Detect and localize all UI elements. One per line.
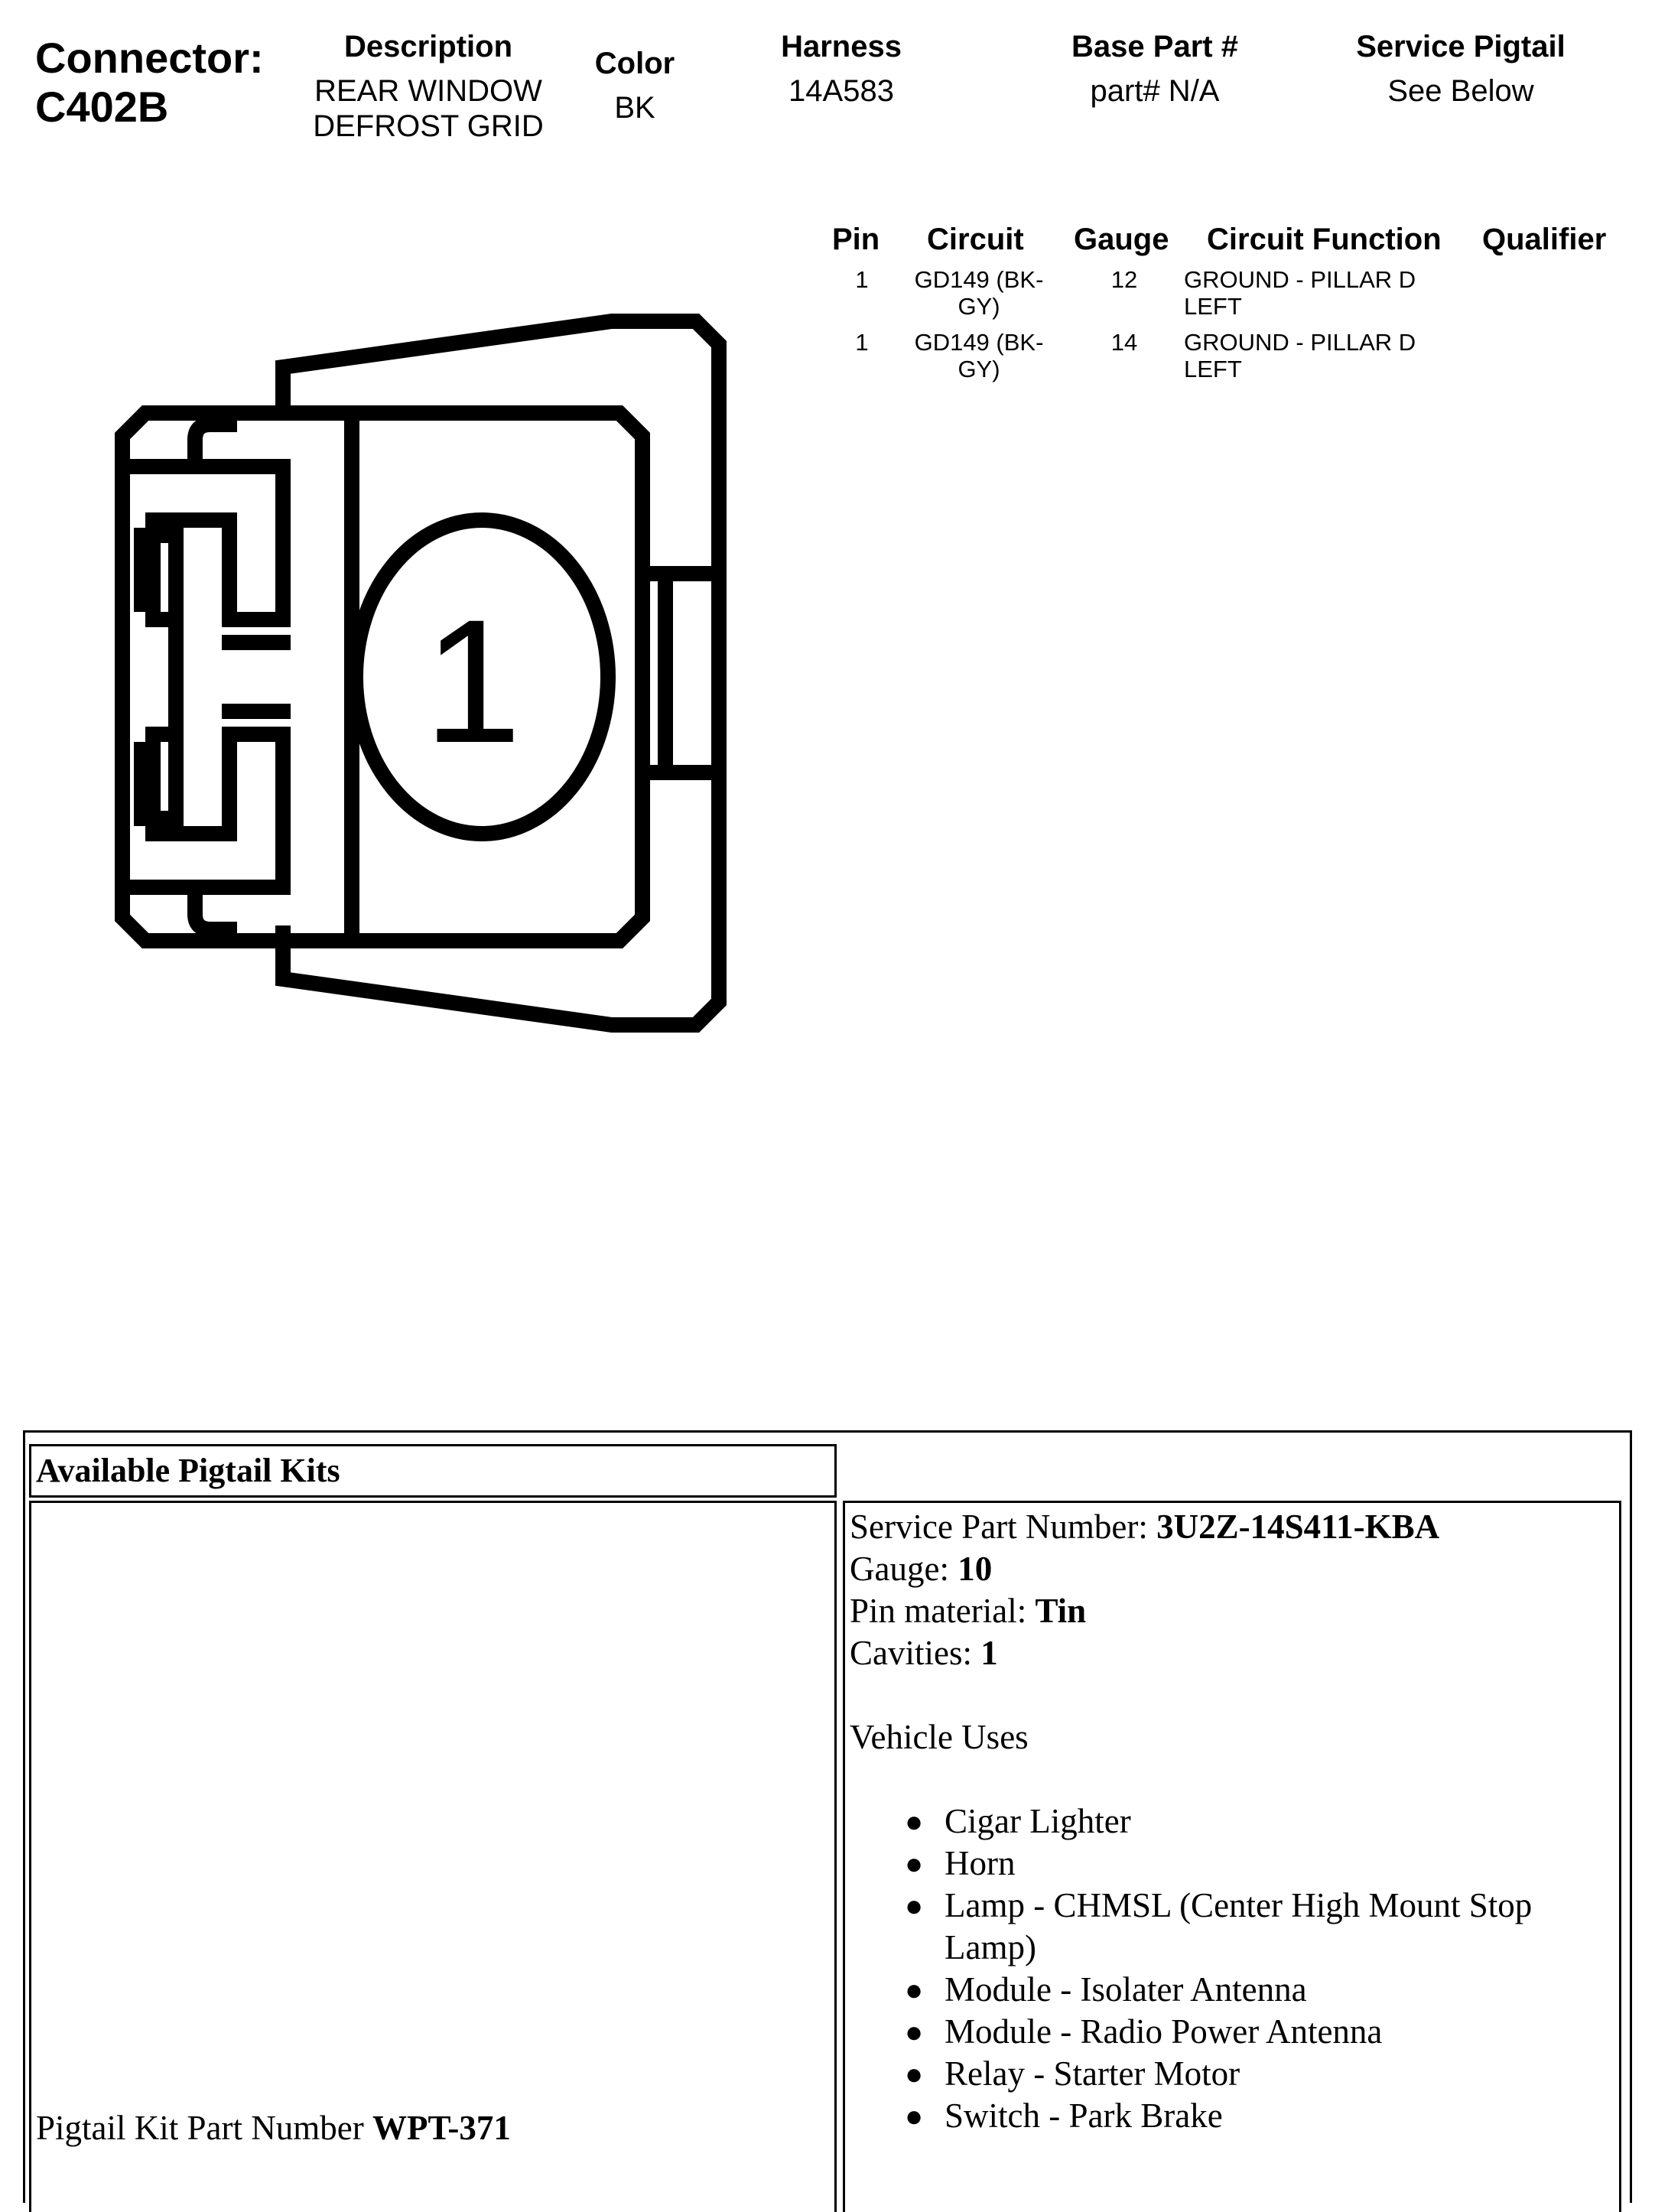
connector-title-label: Connector: [35, 34, 264, 82]
harness-header: Harness [781, 30, 902, 63]
vehicle-use-text: Lamp - CHMSL (Center High Mount Stop [945, 1886, 1533, 1924]
pigtail-details-cell [843, 1501, 1621, 2212]
color-value: BK [614, 91, 655, 125]
harness-value: 14A583 [788, 74, 894, 108]
row2-circuit-line1: GD149 (BK- [914, 329, 1044, 356]
row2-gauge: 14 [1110, 329, 1138, 356]
row1-function-line2: LEFT [1184, 293, 1242, 320]
bullet-icon: ● [905, 1973, 924, 2007]
gauge-value: 10 [958, 1550, 993, 1588]
row2-function-line2: LEFT [1184, 356, 1242, 382]
vehicle-uses-list [905, 1801, 1533, 2137]
row1-circuit-line1: GD149 (BK- [914, 266, 1044, 293]
vehicle-uses-label: Vehicle Uses [850, 1718, 1029, 1756]
base-part-column [1025, 29, 1285, 109]
service-pigtail-column [1315, 29, 1606, 109]
pigtail-kits-title-cell [29, 1444, 837, 1498]
list-item [905, 1801, 1532, 1843]
service-part-value: 3U2Z-14S411-KBA [1156, 1508, 1440, 1546]
bullet-icon: ● [905, 2015, 924, 2049]
vehicle-use-text: Cigar Lighter [945, 1802, 1131, 1840]
description-line-1: REAR WINDOW [314, 74, 542, 108]
cavities-line [850, 1632, 1532, 1674]
color-header: Color [594, 47, 675, 80]
bullet-icon: ● [905, 1804, 924, 1839]
row1-gauge: 12 [1110, 266, 1138, 293]
lock-tab [642, 574, 719, 773]
vehicle-use-text: Relay - Starter Motor [945, 2054, 1240, 2093]
pin-material-value: Tin [1035, 1592, 1087, 1630]
connector-title [35, 34, 264, 132]
gauge-label: Gauge: [850, 1550, 958, 1588]
pigtail-kit-part-number [36, 2107, 511, 2149]
color-column [558, 46, 711, 125]
kit-part-value: WPT-371 [372, 2109, 511, 2147]
row2-function [1184, 329, 1416, 382]
vehicle-use-text: Module - Isolater Antenna [945, 1970, 1307, 2009]
row2-function-line1: GROUND - PILLAR D [1184, 329, 1416, 356]
row1-function-line1: GROUND - PILLAR D [1184, 266, 1416, 293]
latch-center-arm [176, 620, 283, 734]
circuit-header: Circuit [927, 223, 1024, 256]
service-pigtail-value: See Below [1387, 74, 1534, 108]
bullet-icon: ● [905, 1846, 924, 1881]
service-pigtail-header: Service Pigtail [1356, 30, 1566, 63]
cavities-label: Cavities: [850, 1634, 981, 1672]
list-item [905, 2011, 1532, 2053]
vehicle-use-text: Horn [945, 1844, 1016, 1882]
base-part-value: part# N/A [1090, 74, 1220, 108]
description-line-2: DEFROST GRID [313, 109, 544, 143]
row1-circuit-line2: GY) [958, 293, 1000, 320]
list-item [905, 1843, 1532, 1885]
row1-circuit [902, 266, 1055, 320]
list-item [905, 1969, 1532, 2011]
pin-material-label: Pin material: [850, 1592, 1036, 1630]
gauge-header: Gauge [1074, 223, 1169, 256]
vehicle-use-text-continued: Lamp) [945, 1928, 1036, 1966]
cavity-1-label: 1 [424, 583, 522, 779]
row1-pin: 1 [855, 266, 869, 293]
base-part-header: Base Part # [1071, 30, 1238, 63]
harness-column [727, 29, 956, 109]
pigtail-kit-image-cell [29, 1501, 837, 2212]
list-item [905, 1885, 1533, 1969]
vehicle-use-text: Module - Radio Power Antenna [945, 2012, 1383, 2051]
bullet-icon: ● [905, 2057, 924, 2091]
row2-pin: 1 [855, 329, 869, 356]
list-item [905, 2053, 1532, 2095]
bullet-icon: ● [905, 2099, 924, 2133]
list-item [905, 2095, 1532, 2137]
pigtail-kits-title: Available Pigtail Kits [36, 1452, 340, 1489]
description-column [291, 29, 566, 144]
service-part-number [850, 1506, 1532, 1548]
description-header: Description [343, 30, 513, 63]
vehicle-use-text: Switch - Park Brake [945, 2097, 1223, 2135]
gauge-line [850, 1548, 1532, 1590]
service-part-label: Service Part Number: [850, 1508, 1157, 1546]
main-body-outline [122, 413, 642, 941]
connector-id: C402B [35, 83, 169, 131]
qualifier-header: Qualifier [1482, 223, 1607, 256]
pin-header: Pin [832, 223, 880, 256]
pigtail-details [850, 1506, 1532, 2137]
row2-circuit-line2: GY) [958, 356, 1000, 382]
kit-part-label: Pigtail Kit Part Number [36, 2109, 372, 2147]
pin-material-line [850, 1590, 1532, 1632]
cavities-value: 1 [980, 1634, 998, 1672]
bullet-icon: ● [905, 1888, 924, 1923]
row1-function [1184, 266, 1416, 320]
connector-face-diagram [0, 283, 765, 1063]
circuit-function-header: Circuit Function [1207, 223, 1442, 256]
row2-circuit [902, 329, 1055, 382]
